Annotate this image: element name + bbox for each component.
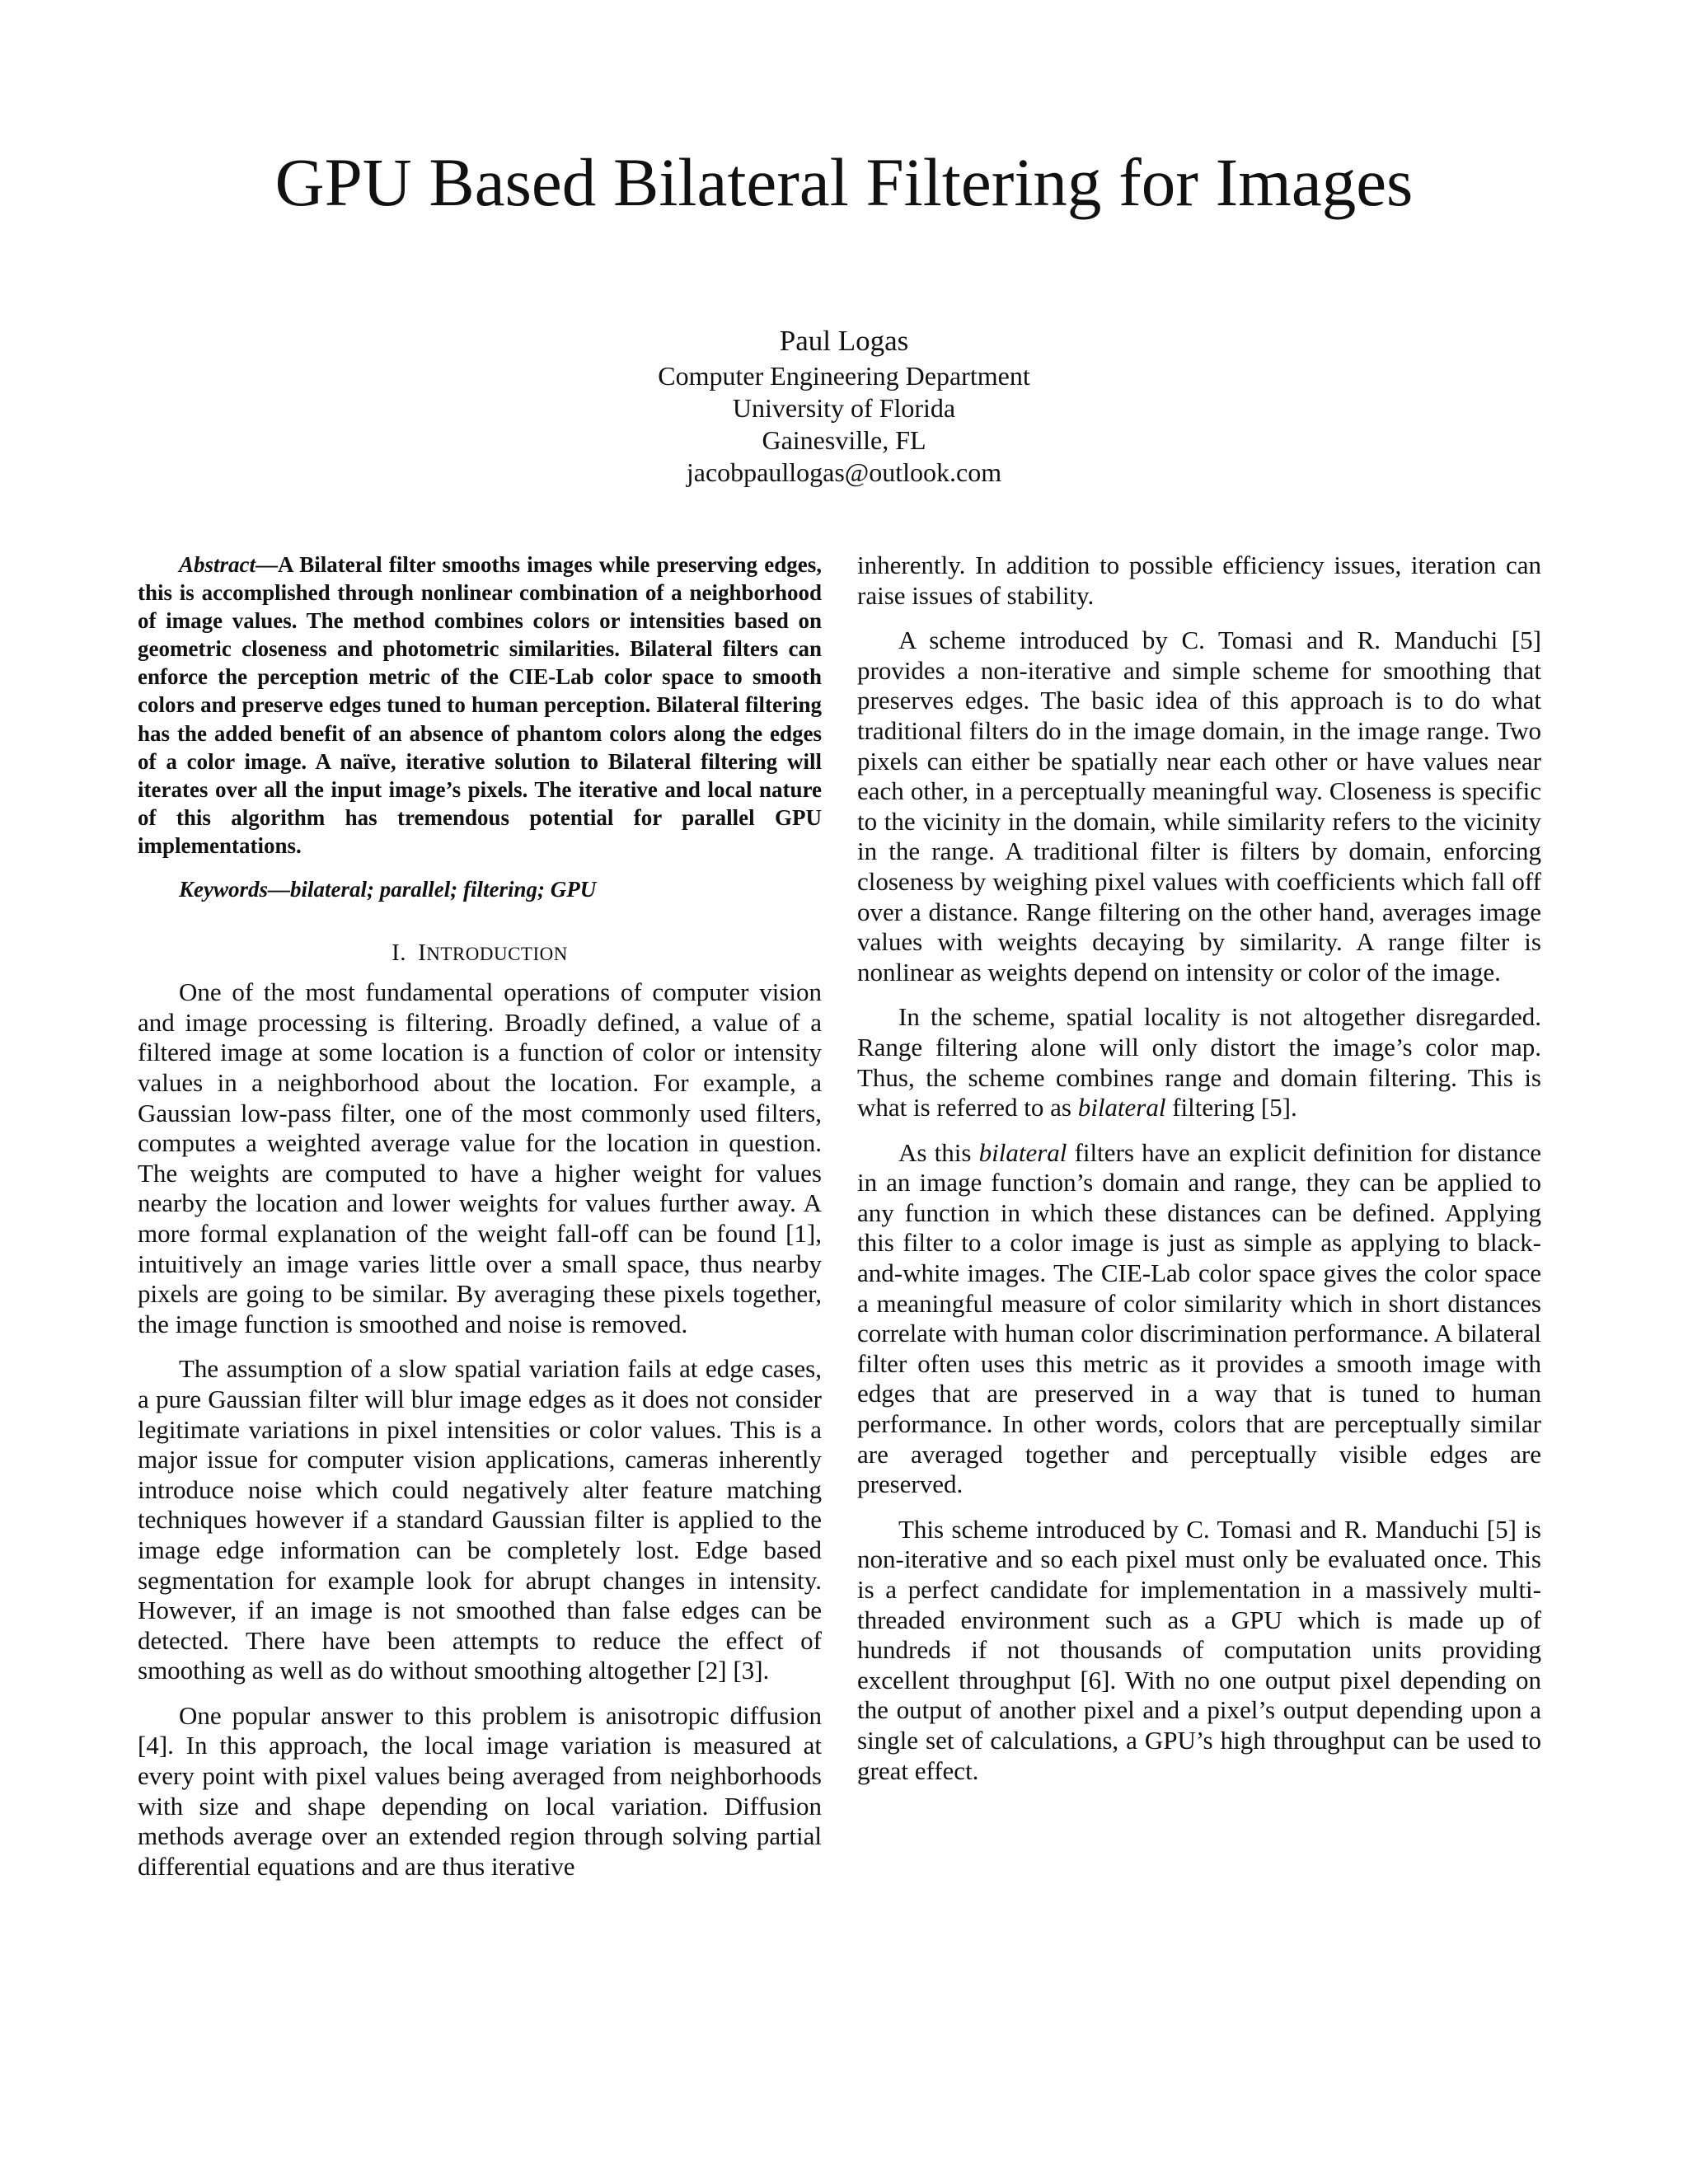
keywords-text: bilateral; parallel; filtering; GPU (290, 877, 597, 902)
intro-paragraph-3: One popular answer to this problem is anisotropic diffusion [4]. In this approach, the local image variation is measured at every point with pixel values being averaged from neighborhoods with size and shape depending on local variation. Diffusion methods average over an extended region through solving partial differential equations and are thus iterative (138, 1700, 822, 1881)
keywords-label: Keywords— (179, 877, 290, 902)
section-number: I. (392, 939, 407, 966)
abstract-label: Abstract (179, 552, 256, 577)
author-university: University of Florida (732, 393, 956, 423)
emphasis-bilateral: bilateral (978, 1137, 1067, 1167)
text-span: As this (898, 1137, 979, 1167)
text-span: In the scheme, spatial locality is not altogether disregarded. Range filtering alone will only distort the image’s color map. Thus, the scheme combines range and domain filtering. This is what is referred to as (857, 1002, 1541, 1122)
right-paragraph-gpu-candidate: This scheme introduced by C. Tomasi and R. Manduchi [5] is non-iterative and so each pixel must only be evaluated once. This is a perfect candidate for implementation in a massively multi-threaded environment such as a GPU which is made up of hundreds if not thousands of computation units providing excellent throughput [6]. With no one output pixel depending on the output of another pixel and a pixel’s output depending upon a single set of calculations, a GPU’s high throughput can be used to great effect. (857, 1514, 1541, 1785)
paper-title: GPU Based Bilateral Filtering for Images (274, 144, 1414, 220)
intro-paragraph-2: The assumption of a slow spatial variation fails at edge cases, a pure Gaussian filter will blur image edges as it does not consider legitimate variations in pixel intensities or color values. This is a major issue for computer vision applications, cameras inherently introduce noise which could negatively alter feature matching techniques however if a standard Gaussian filter is applied to the image edge information can be completely lost. Edge based segmentation for example look for abrupt changes in intensity. However, if an image is not smoothed than false edges can be detected. There have been attempts to reduce the effect of smoothing as well as do without smoothing altogether [2] [3]. (138, 1354, 822, 1685)
right-paragraph-tomasi-scheme: A scheme introduced by C. Tomasi and R. Manduchi [5] provides a non-iterative and simple scheme for smoothing that preserves edges. The basic idea of this approach is to do what traditional filters do in the image domain, in the image range. Two pixels can either be spatially near each other or have values near each other, in a perceptually meaningful way. Closeness is specific to the vicinity in the domain, while similarity refers to the vicinity in the range. A traditional filter is filters by domain, enforcing closeness by weighing pixel values with coefficients which fall off over a distance. Range filtering on the other hand, averages image values with weights decaying by similarity. A range filter is nonlinear as weights depend on intensity or color of the image. (857, 626, 1541, 987)
right-paragraph-spatial-locality (857, 1002, 1541, 1122)
text-span: filtering [5]. (1165, 1093, 1297, 1122)
text-span: filters have an explicit definition for distance in an image function’s domain and range, they can be applied to any function in which these distances can be defined. Applying this filter to a color image is just as simple as applying to black-and-white images. The CIE-Lab color space gives the color space a meaningful measure of color similarity which in short distances correlate with human color discrimination performance. A bilateral filter often uses this metric as it provides a smooth image with edges that are preserved in a way that is tuned to human performance. In other words, colors that are perceptually similar are averaged together and perceptually visible edges are preserved. (857, 1137, 1541, 1499)
author-department: Computer Engineering Department (658, 361, 1030, 391)
keywords (138, 874, 822, 905)
author-name: Paul Logas (779, 325, 909, 357)
right-paragraph-bilateral-definition (857, 1138, 1541, 1500)
intro-paragraph-1: One of the most fundamental operations of computer vision and image processing is filtering. Broadly defined, a value of a filtered image at some location is a function of color or intensity values in a neighborhood about the location. For example, a Gaussian low-pass filter, one of the most commonly used filters, computes a weighted average value for the location in question. The weights are computed to have a higher weight for values nearby the location and lower weights for values further away. A more formal explanation of the weight fall-off can be found [1], intuitively an image varies little over a small space, thus nearby pixels are going to be similar. By averaging these pixels together, the image function is smoothed and noise is removed. (138, 977, 822, 1338)
abstract (138, 551, 822, 860)
abstract-text: A Bilateral filter smooths images while preserving edges, this is accomplished through nonlinear combination of a neighborhood of image values. The method combines colors or intensities based on geometric closeness and photometric similarities. Bilateral filters can enforce the perception metric of the CIE-Lab color space to smooth colors and preserve edges tuned to human perception. Bilateral filtering has the added benefit of an absence of phantom colors along the edges of a color image. A naïve, iterative solution to Bilateral filtering will iterates over all the input image’s pixels. The iterative and local nature of this algorithm has tremendous potential for parallel GPU implementations. (138, 552, 822, 858)
right-paragraph-continuation: inherently. In addition to possible efficiency issues, iteration can raise issues of stability. (857, 551, 1541, 610)
author-block (432, 323, 1256, 489)
section-heading-rest: NTRODUCTION (426, 943, 568, 964)
author-location: Gainesville, FL (762, 425, 926, 455)
author-email: jacobpaullogas@outlook.com (686, 457, 1002, 487)
emphasis-bilateral: bilateral (1077, 1093, 1166, 1122)
section-heading-initial: I (418, 939, 427, 966)
section-heading-introduction (138, 938, 822, 970)
abstract-dash: — (256, 552, 279, 577)
left-column (138, 551, 822, 1882)
right-column (857, 551, 1541, 1786)
